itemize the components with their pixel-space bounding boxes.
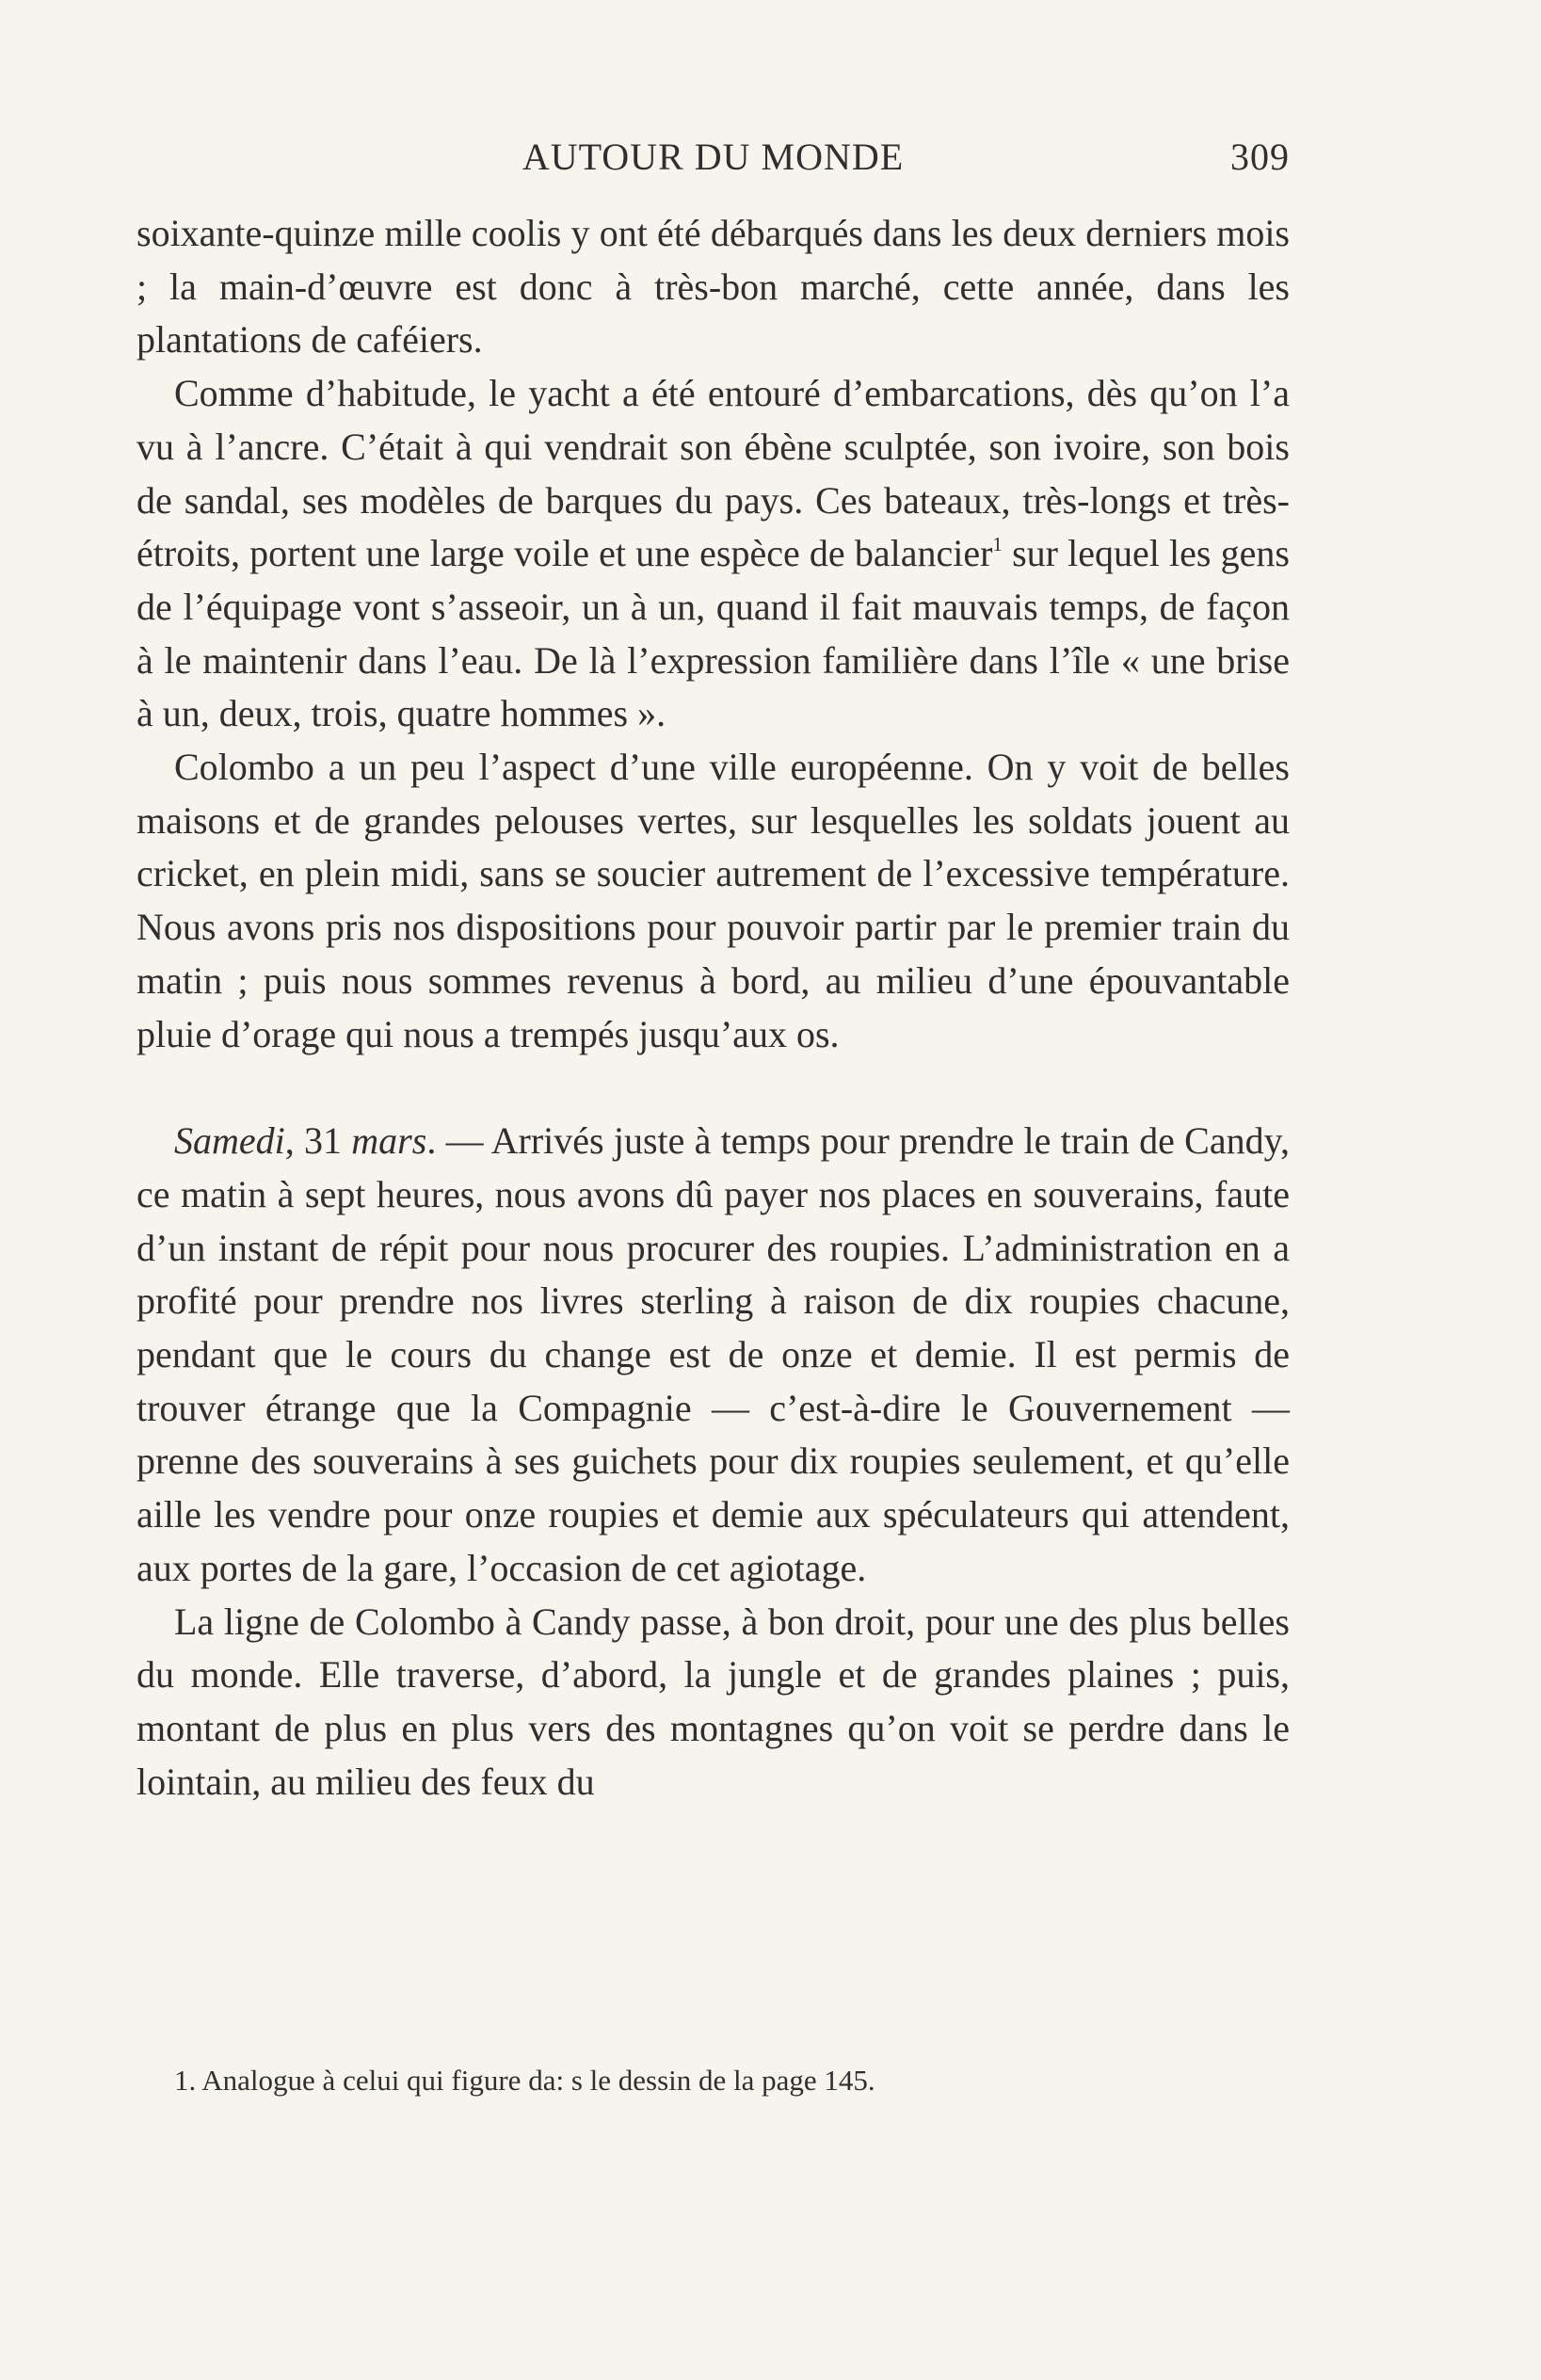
paragraph-colombo: Colombo a un peu l’aspect d’une ville européenne. On y voit de belles maisons et de grandes pelouses vertes, sur lesquelles les soldats jouent au cricket, en plein midi, sans se soucier autrement de l’excessive température. Nous avons pris nos dispositions pour pouvoir partir par le premier train du matin ; puis nous sommes revenus à bord, au milieu d’une épouvantable pluie d’orage qui nous a trempés jusqu’aux os.	[136, 746, 1290, 1055]
date-day: Samedi	[174, 1119, 285, 1163]
date-month: mars	[351, 1119, 427, 1163]
paragraph-yacht-text-after-note: sur lequel les gens de l’équipage vont s’asseoir, un à un, quand il fait mauvais temps, de façon à le maintenir dans l’eau. De là l’expression familière dans l’île « une brise à un, deux, trois, quatre hommes ».	[136, 532, 1290, 735]
page-number: 309	[1230, 136, 1290, 178]
paragraph-samedi-text: . — Arrivés juste à temps pour prendre le train de Candy, ce matin à sept heures, nous avons dû payer nos places en souverains, faute d’un instant de répit pour nous procurer des roupies. L’administration en a profité pour prendre nos livres sterling à raison de dix roupies chacune, pendant que le cours du change est de onze et demie. Il est permis de trouver étrange que la Compagnie — c’est-à-dire le Gouvernement — prenne des souverains à ses guichets pour dix roupies seulement, et qu’elle aille les vendre pour onze roupies et demie aux spéculateurs qui attendent, aux portes de la gare, l’occasion de cet agiotage.	[136, 1119, 1291, 1589]
paragraph-coolis: soixante-quinze mille coolis y ont été débarqués dans les deux derniers mois ; la main-d’œuvre est donc à très-bon marché, cette année, dans les plantations de caféiers.	[136, 212, 1290, 362]
main-text	[136, 207, 1290, 1809]
footnote: 1. Analogue à celui qui figure da: s le dessin de la page 145.	[174, 2064, 875, 2097]
footnote-marker: 1	[992, 533, 1003, 556]
page-header	[136, 129, 1290, 185]
paragraph-samedi	[136, 1115, 1290, 1595]
running-title: AUTOUR DU MONDE	[522, 136, 905, 178]
date-separator: , 31	[284, 1119, 352, 1163]
paragraph-ligne: La ligne de Colombo à Candy passe, à bon droit, pour une des plus belles du monde. Elle traverse, d’abord, la jungle et de grandes plaines ; puis, montant de plus en plus vers des montagnes qu’on voit se perdre dans le lointain, au milieu des feux du	[136, 1600, 1290, 1803]
paragraph-yacht	[136, 367, 1290, 741]
paragraph-yacht-text-before-note: Comme d’habitude, le yacht a été entouré d’embarcations, dès qu’on l’a vu à l’ancre. C’était à qui vendrait son ébène sculptée, son ivoire, son bois de sandal, ses modèles de barques du pays. Ces bateaux, très-longs et très-étroits, portent une large voile et une espèce de balancier	[136, 372, 1290, 575]
